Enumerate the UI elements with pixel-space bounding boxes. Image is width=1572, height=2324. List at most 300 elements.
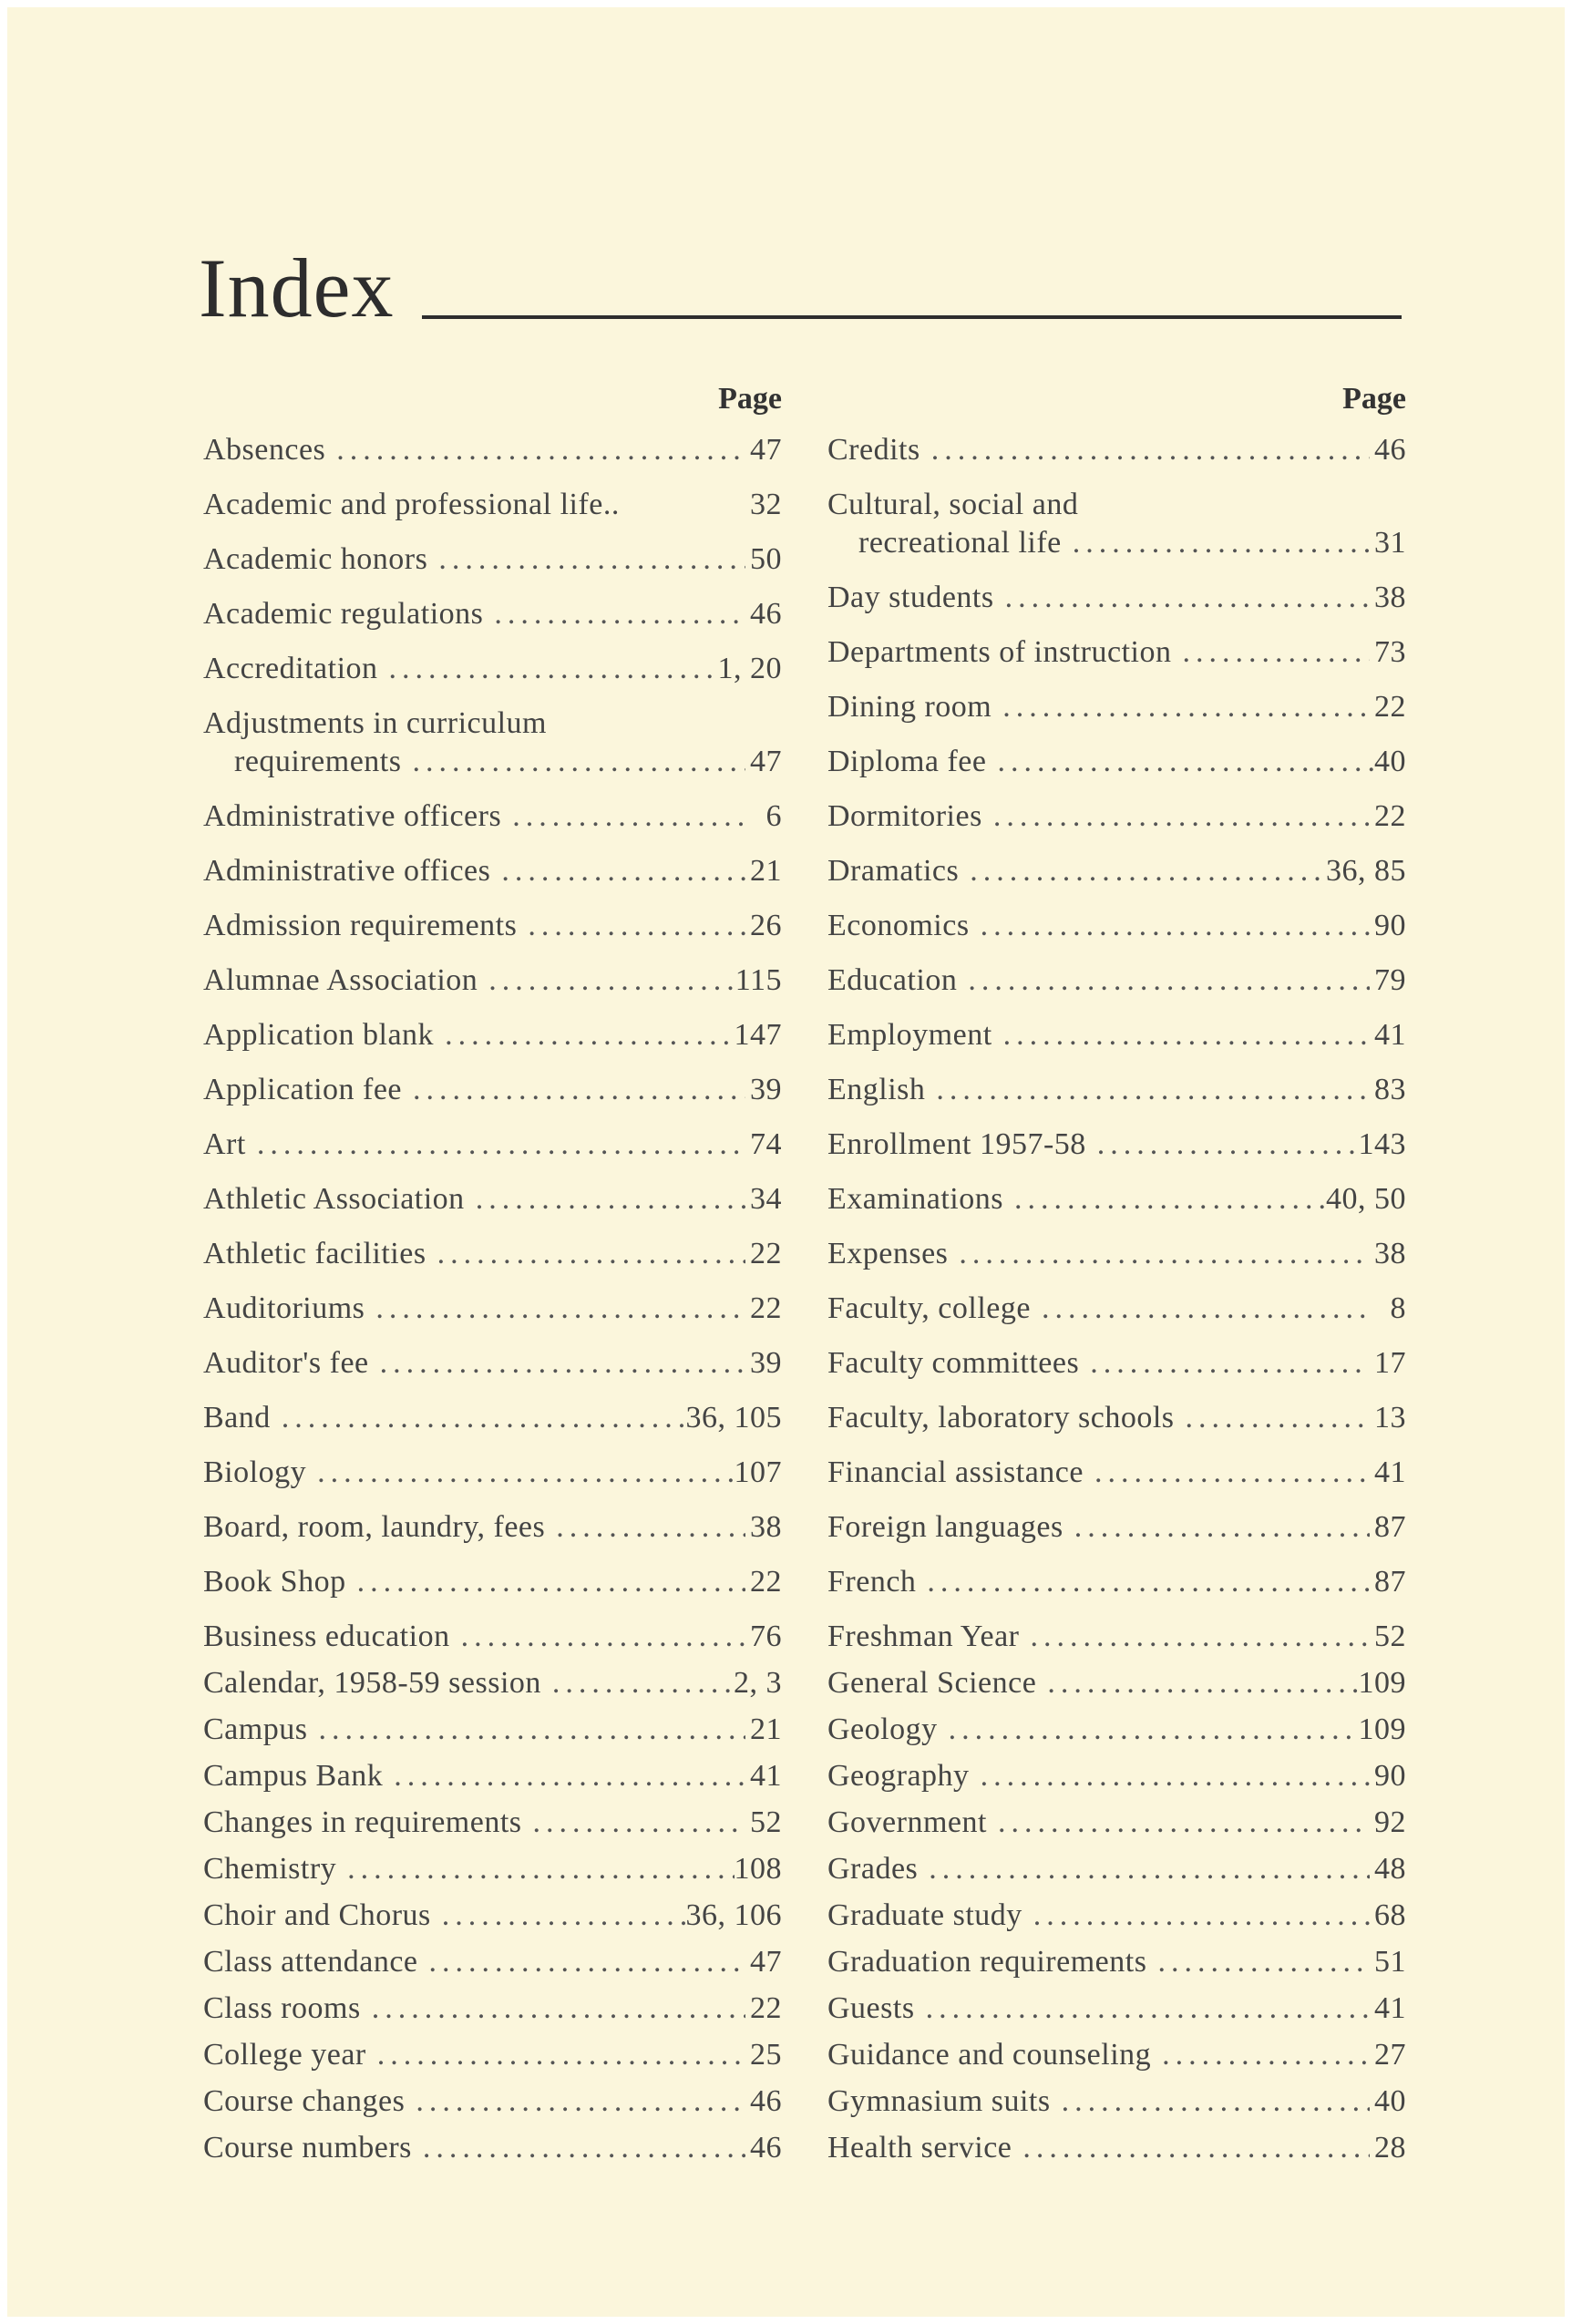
- index-entry-line: [827, 1398, 1406, 1438]
- dot-leader: [987, 742, 1375, 782]
- dot-leader: [1146, 1942, 1370, 1982]
- index-entry: [203, 1453, 782, 1493]
- index-entry-line: [827, 961, 1406, 1001]
- index-entry-label: Academic regulations: [203, 597, 484, 631]
- dot-leader: [1084, 1453, 1370, 1493]
- index-entry: [827, 1756, 1406, 1796]
- index-entry-label: Guidance and counseling: [827, 2038, 1152, 2072]
- index-entry-label: Expenses: [827, 1237, 949, 1270]
- dot-leader: [1063, 1507, 1370, 1548]
- index-entry-line: [203, 1663, 782, 1703]
- index-entry-page: 41: [1374, 1018, 1406, 1052]
- index-entry-line: [827, 742, 1406, 782]
- index-entry-label: Grades: [827, 1852, 919, 1886]
- dot-leader: [450, 1617, 745, 1657]
- column-page-header: Page: [718, 382, 782, 416]
- index-entry-line: [827, 430, 1406, 470]
- index-entry: [827, 2035, 1406, 2075]
- index-entry-line: [827, 1562, 1406, 1602]
- index-entry-page: 47: [750, 745, 782, 778]
- dot-leader: [1036, 1663, 1358, 1703]
- dot-leader: [545, 1507, 745, 1548]
- index-entry: [203, 961, 782, 1001]
- index-entry-label: Cultural, social and: [827, 488, 1079, 521]
- index-entry: [827, 1289, 1406, 1329]
- index-entry-page: 36, 85: [1326, 854, 1406, 888]
- index-entry-page: 47: [750, 1945, 782, 1979]
- index-entry-page: 22: [1374, 799, 1406, 833]
- index-entry-label: Guests: [827, 1991, 915, 2025]
- dot-leader: [271, 1398, 686, 1438]
- dot-leader: [501, 797, 745, 837]
- index-entry-line: [203, 1453, 782, 1493]
- index-entry-label: Application blank: [203, 1018, 435, 1052]
- index-entry-page: 79: [1374, 963, 1406, 997]
- index-entry-line: [203, 704, 782, 744]
- index-entry-label: Accreditation: [203, 652, 378, 685]
- index-entry: [203, 1179, 782, 1219]
- index-entry: [203, 1015, 782, 1055]
- dot-leader: [405, 2082, 745, 2122]
- index-entry-page: 22: [750, 1565, 782, 1599]
- index-entry-line: [827, 1234, 1406, 1274]
- index-entry-line: [203, 1896, 782, 1936]
- index-entry-line: [203, 851, 782, 891]
- index-entry-page: 36, 106: [685, 1898, 782, 1932]
- index-entry: [827, 1070, 1406, 1110]
- dot-leader: [418, 1942, 745, 1982]
- index-entry-page: 22: [1374, 690, 1406, 724]
- index-entry: [203, 594, 782, 634]
- index-entry-label: Auditor's fee: [203, 1346, 369, 1380]
- index-entry-page: 46: [750, 2084, 782, 2118]
- dot-leader: [982, 797, 1370, 837]
- index-entry-line: [827, 1896, 1406, 1936]
- dot-leader: [517, 906, 745, 946]
- index-entry-line: [203, 797, 782, 837]
- dot-leader: [378, 649, 718, 689]
- index-entry-label: Band: [203, 1401, 271, 1435]
- index-entry: [827, 2128, 1406, 2168]
- index-entry-label: Faculty committees: [827, 1346, 1080, 1380]
- index-entry-line: [827, 523, 1406, 563]
- index-entry-page: 50: [750, 542, 782, 576]
- dot-leader: [490, 851, 745, 891]
- index-entry: [203, 2082, 782, 2122]
- index-entry-label: English: [827, 1073, 926, 1106]
- index-entry: [827, 632, 1406, 673]
- index-entry: [203, 485, 782, 525]
- index-entry-label: Athletic Association: [203, 1182, 465, 1216]
- index-entry: [827, 1803, 1406, 1843]
- index-entry: [827, 1398, 1406, 1438]
- index-entry: [203, 1289, 782, 1329]
- index-entry: [203, 906, 782, 946]
- index-entry: [203, 1562, 782, 1602]
- index-entry-label: Faculty, college: [827, 1291, 1031, 1325]
- index-entry-line: [203, 1070, 782, 1110]
- index-entry-label: Health service: [827, 2131, 1012, 2165]
- dot-leader: [522, 1803, 745, 1843]
- dot-leader: [402, 1070, 745, 1110]
- index-entry-label: Day students: [827, 581, 994, 614]
- title-row: [199, 242, 1402, 334]
- index-entry-line: [203, 1179, 782, 1219]
- index-entry: [827, 578, 1406, 618]
- index-entry-page: 21: [750, 1712, 782, 1746]
- index-entry-line: [827, 687, 1406, 727]
- index-entry-label-continued: recreational life: [858, 526, 1062, 560]
- index-entry-page: 21: [750, 854, 782, 888]
- index-entry: [203, 797, 782, 837]
- index-entry-label: General Science: [827, 1666, 1037, 1700]
- index-entry-line: [827, 578, 1406, 618]
- index-entry-page: 74: [750, 1127, 782, 1161]
- dot-leader: [915, 1989, 1370, 2029]
- index-entry-page: 68: [1374, 1898, 1406, 1932]
- index-entry-page: 22: [750, 1291, 782, 1325]
- index-entry-page: 40: [1374, 745, 1406, 778]
- index-entry-line: [827, 1803, 1406, 1843]
- index-entry-line: [203, 1234, 782, 1274]
- index-entry-line: [203, 1942, 782, 1982]
- dot-leader: [306, 1453, 734, 1493]
- index-entry-line: [827, 1179, 1406, 1219]
- index-entry-label: Foreign languages: [827, 1510, 1063, 1544]
- index-entry-line: [203, 1562, 782, 1602]
- index-entry-label: Dramatics: [827, 854, 960, 888]
- dot-leader: [1031, 1289, 1370, 1329]
- index-entry-line: [827, 2082, 1406, 2122]
- index-entry-page: 90: [1374, 909, 1406, 942]
- index-entry-label: Course changes: [203, 2084, 406, 2118]
- index-entry-label: Alumnae Association: [203, 963, 478, 997]
- index-entry-page: 52: [750, 1805, 782, 1839]
- index-entry: [827, 1234, 1406, 1274]
- index-entry-label: Administrative offices: [203, 854, 491, 888]
- dot-leader: [925, 1070, 1370, 1110]
- index-entry-line: [203, 594, 782, 634]
- index-entry-page: 109: [1358, 1712, 1406, 1746]
- dot-leader: [1003, 1179, 1326, 1219]
- index-entry-label: Application fee: [203, 1073, 403, 1106]
- index-entry-line: [203, 742, 782, 782]
- index-entry: [827, 1562, 1406, 1602]
- index-entry-page: 38: [1374, 581, 1406, 614]
- index-entry-page: 41: [1374, 1991, 1406, 2025]
- index-entry: [203, 1989, 782, 2029]
- index-entry-label: Class attendance: [203, 1945, 418, 1979]
- index-entry-page: 25: [750, 2038, 782, 2072]
- index-entry: [827, 1015, 1406, 1055]
- index-entry-label: Art: [203, 1127, 246, 1161]
- index-entry: [203, 2128, 782, 2168]
- dot-leader: [369, 1343, 745, 1383]
- dot-leader: [412, 2128, 745, 2168]
- index-entry: [827, 1125, 1406, 1165]
- index-entry: [827, 1507, 1406, 1548]
- index-entry-page: 107: [734, 1455, 782, 1489]
- index-entry-page: 92: [1374, 1805, 1406, 1839]
- index-entry-label: Dining room: [827, 690, 992, 724]
- index-entry-page: 41: [750, 1759, 782, 1793]
- index-entry: [827, 797, 1406, 837]
- index-entry: [203, 1942, 782, 1982]
- dot-leader: [992, 1015, 1370, 1055]
- index-entry-line: [203, 1289, 782, 1329]
- index-entry-label: Economics: [827, 909, 970, 942]
- index-entry: [827, 1343, 1406, 1383]
- dot-leader: [1171, 632, 1370, 673]
- index-entry-label: Dormitories: [827, 799, 982, 833]
- index-entry-line: [827, 1289, 1406, 1329]
- index-entry-page: 46: [750, 597, 782, 631]
- index-entry: [827, 2082, 1406, 2122]
- index-entry-page: 52: [1374, 1620, 1406, 1653]
- index-entry-label: Examinations: [827, 1182, 1003, 1216]
- dot-leader: [361, 1989, 745, 2029]
- index-entry-line: [827, 797, 1406, 837]
- index-entry-page: 143: [1358, 1127, 1406, 1161]
- index-entry-page: 22: [750, 1237, 782, 1270]
- index-entry-line: [827, 1710, 1406, 1750]
- index-entry-page: 36, 105: [685, 1401, 782, 1435]
- index-entry: [827, 906, 1406, 946]
- dot-leader: [1079, 1343, 1370, 1383]
- index-entry-line: [827, 1756, 1406, 1796]
- index-entry-line: [827, 1070, 1406, 1110]
- index-entry: [203, 1710, 782, 1750]
- index-entry: [827, 1453, 1406, 1493]
- index-entry-line: [203, 2128, 782, 2168]
- index-entry-line: [203, 649, 782, 689]
- index-entry-line: [827, 1942, 1406, 1982]
- index-entry: [827, 1989, 1406, 2029]
- index-entry-page: 108: [734, 1852, 782, 1886]
- index-entry-line: [203, 2035, 782, 2075]
- dot-leader: [465, 1179, 745, 1219]
- column-page-header: Page: [1342, 382, 1406, 416]
- index-entry: [827, 485, 1406, 563]
- index-entry-line: [203, 1343, 782, 1383]
- index-entry-page: 87: [1374, 1565, 1406, 1599]
- index-entry-page: 39: [750, 1346, 782, 1380]
- index-entry: [827, 1942, 1406, 1982]
- dot-leader: [970, 1756, 1370, 1796]
- index-entry: [203, 1617, 782, 1657]
- index-entry-page: 40, 50: [1326, 1182, 1406, 1216]
- index-entry-label: Financial assistance: [827, 1455, 1084, 1489]
- index-entry-page: 87: [1374, 1510, 1406, 1544]
- dot-leader: [987, 1803, 1370, 1843]
- dot-leader: [938, 1710, 1359, 1750]
- index-entry-page: 27: [1374, 2038, 1406, 2072]
- index-entry-page: 46: [750, 2131, 782, 2165]
- index-entry-line: [203, 540, 782, 580]
- dot-leader: [402, 742, 746, 782]
- dot-leader: [426, 1234, 745, 1274]
- index-entry-page: 41: [1374, 1455, 1406, 1489]
- index-entry-label: Campus: [203, 1712, 308, 1746]
- entry-list: [203, 430, 782, 2168]
- index-entry-page: 13: [1374, 1401, 1406, 1435]
- index-entry-page: 31: [1374, 526, 1406, 560]
- index-entry-label: Admission requirements: [203, 909, 518, 942]
- index-entry-label: Biology: [203, 1455, 307, 1489]
- index-entry-line: [827, 1507, 1406, 1548]
- dot-leader: [383, 1756, 745, 1796]
- index-entry-label: Employment: [827, 1018, 992, 1052]
- dot-leader: [1151, 2035, 1370, 2075]
- index-entry-label: Changes in requirements: [203, 1805, 522, 1839]
- index-entry-label: Absences: [203, 433, 326, 467]
- index-entry-label-continued: requirements: [234, 745, 402, 778]
- dot-leader: [1012, 2128, 1370, 2168]
- index-entry-line: [203, 1125, 782, 1165]
- index-entry-line: [203, 1507, 782, 1548]
- index-entry-page: 28: [1374, 2131, 1406, 2165]
- dot-leader: [916, 1562, 1370, 1602]
- index-entry-line: [827, 1617, 1406, 1657]
- dot-leader: [991, 687, 1370, 727]
- index-entry-line: [203, 1756, 782, 1796]
- index-entry-label: Freshman Year: [827, 1620, 1020, 1653]
- index-entry-label: Business education: [203, 1620, 450, 1653]
- index-entry-label: Administrative officers: [203, 799, 502, 833]
- index-entry: [827, 1710, 1406, 1750]
- dot-leader: [307, 1710, 745, 1750]
- index-entry-line: [203, 1015, 782, 1055]
- index-column-right: [827, 372, 1406, 2175]
- index-entry-label: Graduate study: [827, 1898, 1022, 1932]
- entry-list: [827, 430, 1406, 2168]
- dot-leader: [920, 430, 1370, 470]
- index-entry-page: 40: [1374, 2084, 1406, 2118]
- index-entry-page: 34: [750, 1182, 782, 1216]
- index-entry-page: 38: [750, 1510, 782, 1544]
- index-entry-label: Faculty, laboratory schools: [827, 1401, 1175, 1435]
- index-entry-page: 51: [1374, 1945, 1406, 1979]
- index-entry: [827, 1849, 1406, 1889]
- index-entry-page: 6: [765, 799, 782, 833]
- index-entry: [827, 1617, 1406, 1657]
- dot-leader: [483, 594, 745, 634]
- index-entry-page: 83: [1374, 1073, 1406, 1106]
- dot-leader: [431, 1896, 686, 1936]
- index-entry-line: [203, 1710, 782, 1750]
- dot-leader: [1086, 1125, 1359, 1165]
- index-entry-label: Academic honors: [203, 542, 428, 576]
- index-entry-line: [827, 1663, 1406, 1703]
- index-entry: [827, 1179, 1406, 1219]
- dot-leader: [959, 851, 1326, 891]
- index-entry: [827, 430, 1406, 470]
- index-entry: [827, 1896, 1406, 1936]
- dot-leader: [948, 1234, 1370, 1274]
- index-entry-label: Class rooms: [203, 1991, 361, 2025]
- index-entry-line: [203, 485, 782, 525]
- dot-leader: [427, 540, 745, 580]
- index-entry: [203, 1398, 782, 1438]
- index-entry-line: [827, 2128, 1406, 2168]
- index-entry-line: [827, 485, 1406, 525]
- index-entry-label: Academic and professional life..: [203, 488, 620, 521]
- dot-leader: [336, 1849, 734, 1889]
- index-entry-label: French: [827, 1565, 917, 1599]
- dot-leader: [1022, 1896, 1370, 1936]
- title-rule: [422, 315, 1402, 319]
- index-entry: [203, 1663, 782, 1703]
- index-entry-line: [827, 906, 1406, 946]
- index-entry-line: [203, 1849, 782, 1889]
- index-entry: [827, 851, 1406, 891]
- dot-leader: [918, 1849, 1370, 1889]
- index-entry: [203, 1343, 782, 1383]
- index-entry-label: Book Shop: [203, 1565, 346, 1599]
- index-entry-line: [827, 1015, 1406, 1055]
- index-entry-line: [827, 1343, 1406, 1383]
- index-entry-line: [203, 1803, 782, 1843]
- index-entry-line: [827, 1453, 1406, 1493]
- dot-leader: [1019, 1617, 1370, 1657]
- index-entry-page: 47: [750, 433, 782, 467]
- index-entry-label: Diploma fee: [827, 745, 987, 778]
- index-entry-page: 8: [1390, 1291, 1406, 1325]
- dot-leader: [957, 961, 1370, 1001]
- index-entry-page: 32: [750, 488, 782, 521]
- index-entry: [203, 1756, 782, 1796]
- index-entry-line: [203, 1617, 782, 1657]
- dot-leader: [970, 906, 1370, 946]
- index-entry-label: Adjustments in curriculum: [203, 706, 548, 740]
- index-entry: [827, 961, 1406, 1001]
- index-entry: [203, 540, 782, 580]
- index-entry-label: College year: [203, 2038, 366, 2072]
- dot-leader: [365, 1289, 745, 1329]
- index-entry-label: Gymnasium suits: [827, 2084, 1051, 2118]
- index-entry-page: 76: [750, 1620, 782, 1653]
- dot-leader: [434, 1015, 734, 1055]
- index-entry-line: [827, 851, 1406, 891]
- index-entry-label: Credits: [827, 433, 920, 467]
- index-entry-label: Government: [827, 1805, 987, 1839]
- index-entry-line: [827, 1125, 1406, 1165]
- index-entry-label: Calendar, 1958-59 session: [203, 1666, 541, 1700]
- index-entry: [203, 1234, 782, 1274]
- index-entry: [203, 704, 782, 782]
- dot-leader: [1051, 2082, 1370, 2122]
- dot-leader: [246, 1125, 745, 1165]
- index-entry-label: Campus Bank: [203, 1759, 384, 1793]
- index-entry-page: 115: [735, 963, 782, 997]
- index-entry: [203, 1125, 782, 1165]
- index-entry-line: [203, 1398, 782, 1438]
- index-entry-page: 2, 3: [734, 1666, 782, 1700]
- index-entry-page: 90: [1374, 1759, 1406, 1793]
- index-entry-line: [827, 632, 1406, 673]
- index-entry-label: Geology: [827, 1712, 938, 1746]
- dot-leader: [1175, 1398, 1371, 1438]
- index-entry-label: Chemistry: [203, 1852, 337, 1886]
- index-entry-label: Course numbers: [203, 2131, 412, 2165]
- dot-leader: [541, 1663, 734, 1703]
- index-column-left: [203, 372, 782, 2175]
- dot-leader: [366, 2035, 745, 2075]
- index-entry-page: 48: [1374, 1852, 1406, 1886]
- index-entry-label: Education: [827, 963, 958, 997]
- index-entry: [203, 1507, 782, 1548]
- index-entry-label: Auditoriums: [203, 1291, 365, 1325]
